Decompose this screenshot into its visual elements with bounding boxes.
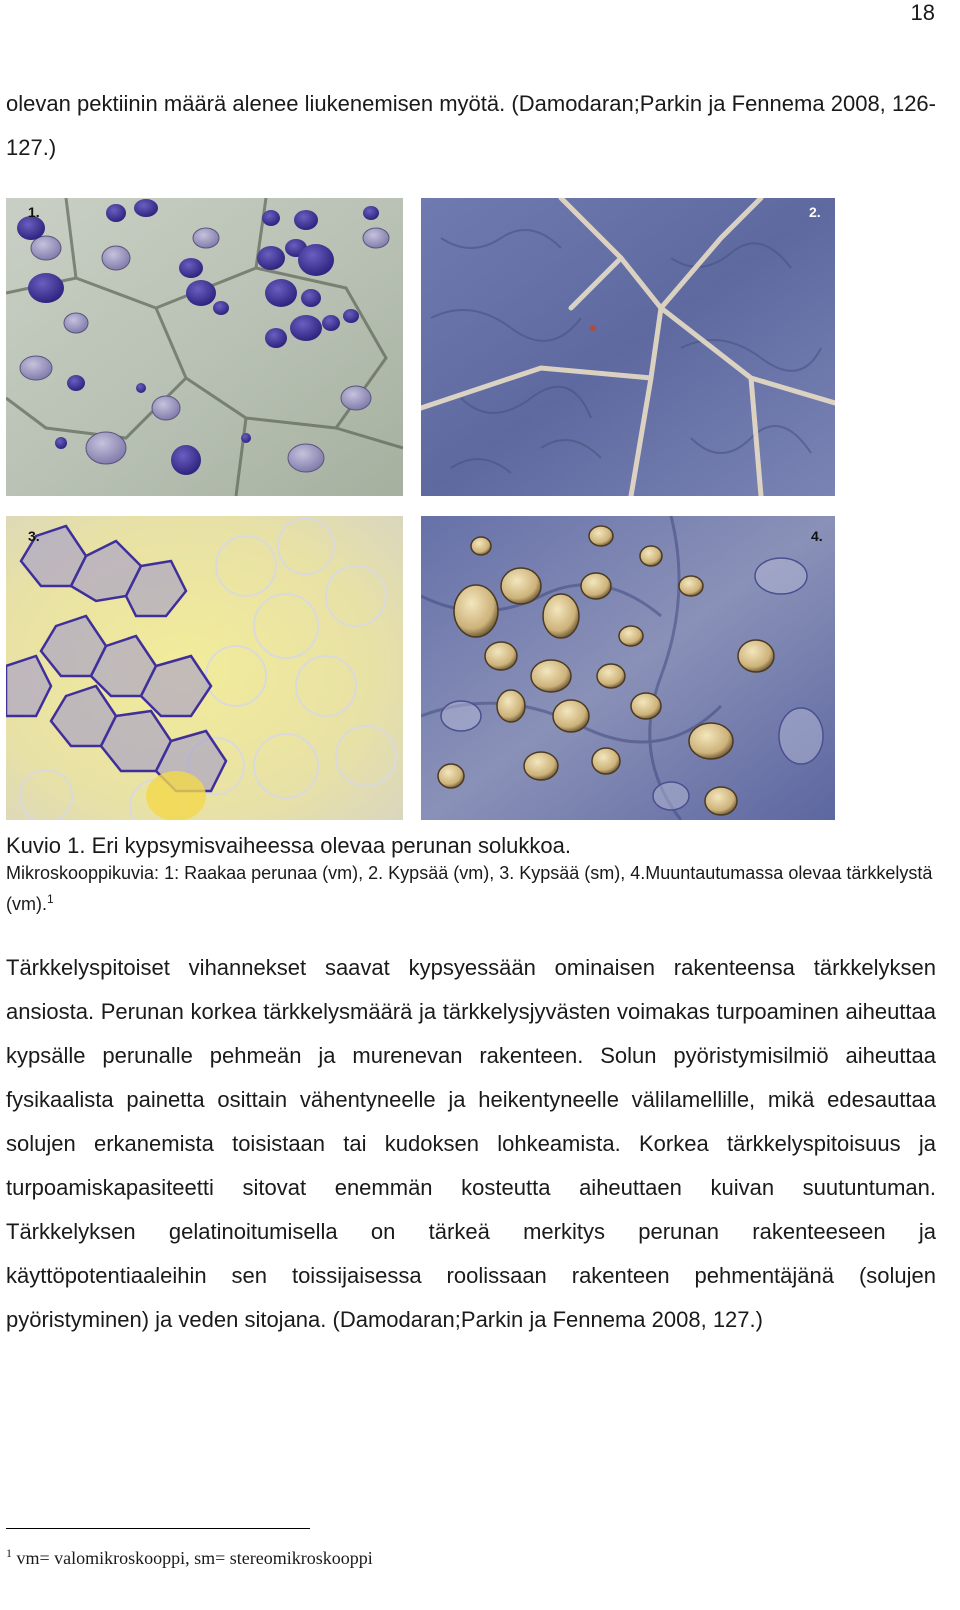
panel-label-2: 2. xyxy=(809,204,821,220)
figure-caption-body xyxy=(6,860,936,917)
micrograph-figure xyxy=(6,198,836,822)
panel-label-1: 1. xyxy=(28,204,40,220)
footnote-reference: 1 xyxy=(46,892,54,906)
panel-label-4: 4. xyxy=(811,528,823,544)
micrograph-panel-2 xyxy=(421,198,835,496)
figure-caption-text: Mikroskooppikuvia: 1: Raakaa perunaa (vm), 2. Kypsää (vm), 3. Kypsää (sm), 4.Muuntautumassa olevaa tärkkelystä (vm). xyxy=(6,863,933,914)
footnote-number: 1 xyxy=(6,1546,12,1560)
footnote xyxy=(6,1540,373,1571)
footnote-separator xyxy=(6,1528,310,1529)
micrograph-panel-4 xyxy=(421,516,835,820)
main-paragraph: Tärkkelyspitoiset vihannekset saavat kypsyessään ominaisen rakenteensa tärkkelyksen ansiosta. Perunan korkea tärkkelysmäärä ja tärkkelysjyvästen voimakas turpoaminen aiheuttaa kypsälle perunalle pehmeän ja murenevan rakenteen. Solun pyöristymisilmiö aiheuttaa fysikaalista painetta osittain vähentyneelle ja heikentyneelle välilamellille, mikä edesauttaa solujen erkanemista toisistaan tai kudoksen lohkeamista. Korkea tärkkelyspitoisuus ja turpoamiskapasiteetti sitovat enemmän kosteutta aiheuttaen kuivan suutuntuman. Tärkkelyksen gelatinoitumisella on tärkeä merkitys perunan rakenteeseen ja käyttöpotentiaaleihin sen toissijaisessa roolissaan rakenteen pehmentäjänä (solujen pyöristyminen) ja veden sitojana. (Damodaran;Parkin ja Fennema 2008, 127.) xyxy=(6,955,936,1332)
footnote-text: vm= valomikroskooppi, sm= stereomikroskooppi xyxy=(16,1548,373,1568)
page-number: 18 xyxy=(910,0,935,25)
micrograph-panel-3 xyxy=(6,516,403,820)
top-paragraph: olevan pektiinin määrä alenee liukenemisen myötä. (Damodaran;Parkin ja Fennema 2008, 126-127.) xyxy=(6,91,936,160)
figure-caption-title: Kuvio 1. Eri kypsymisvaiheessa olevaa perunan solukkoa. xyxy=(6,833,571,858)
panel-label-3: 3. xyxy=(28,528,40,544)
micrograph-panel-1 xyxy=(6,198,403,496)
